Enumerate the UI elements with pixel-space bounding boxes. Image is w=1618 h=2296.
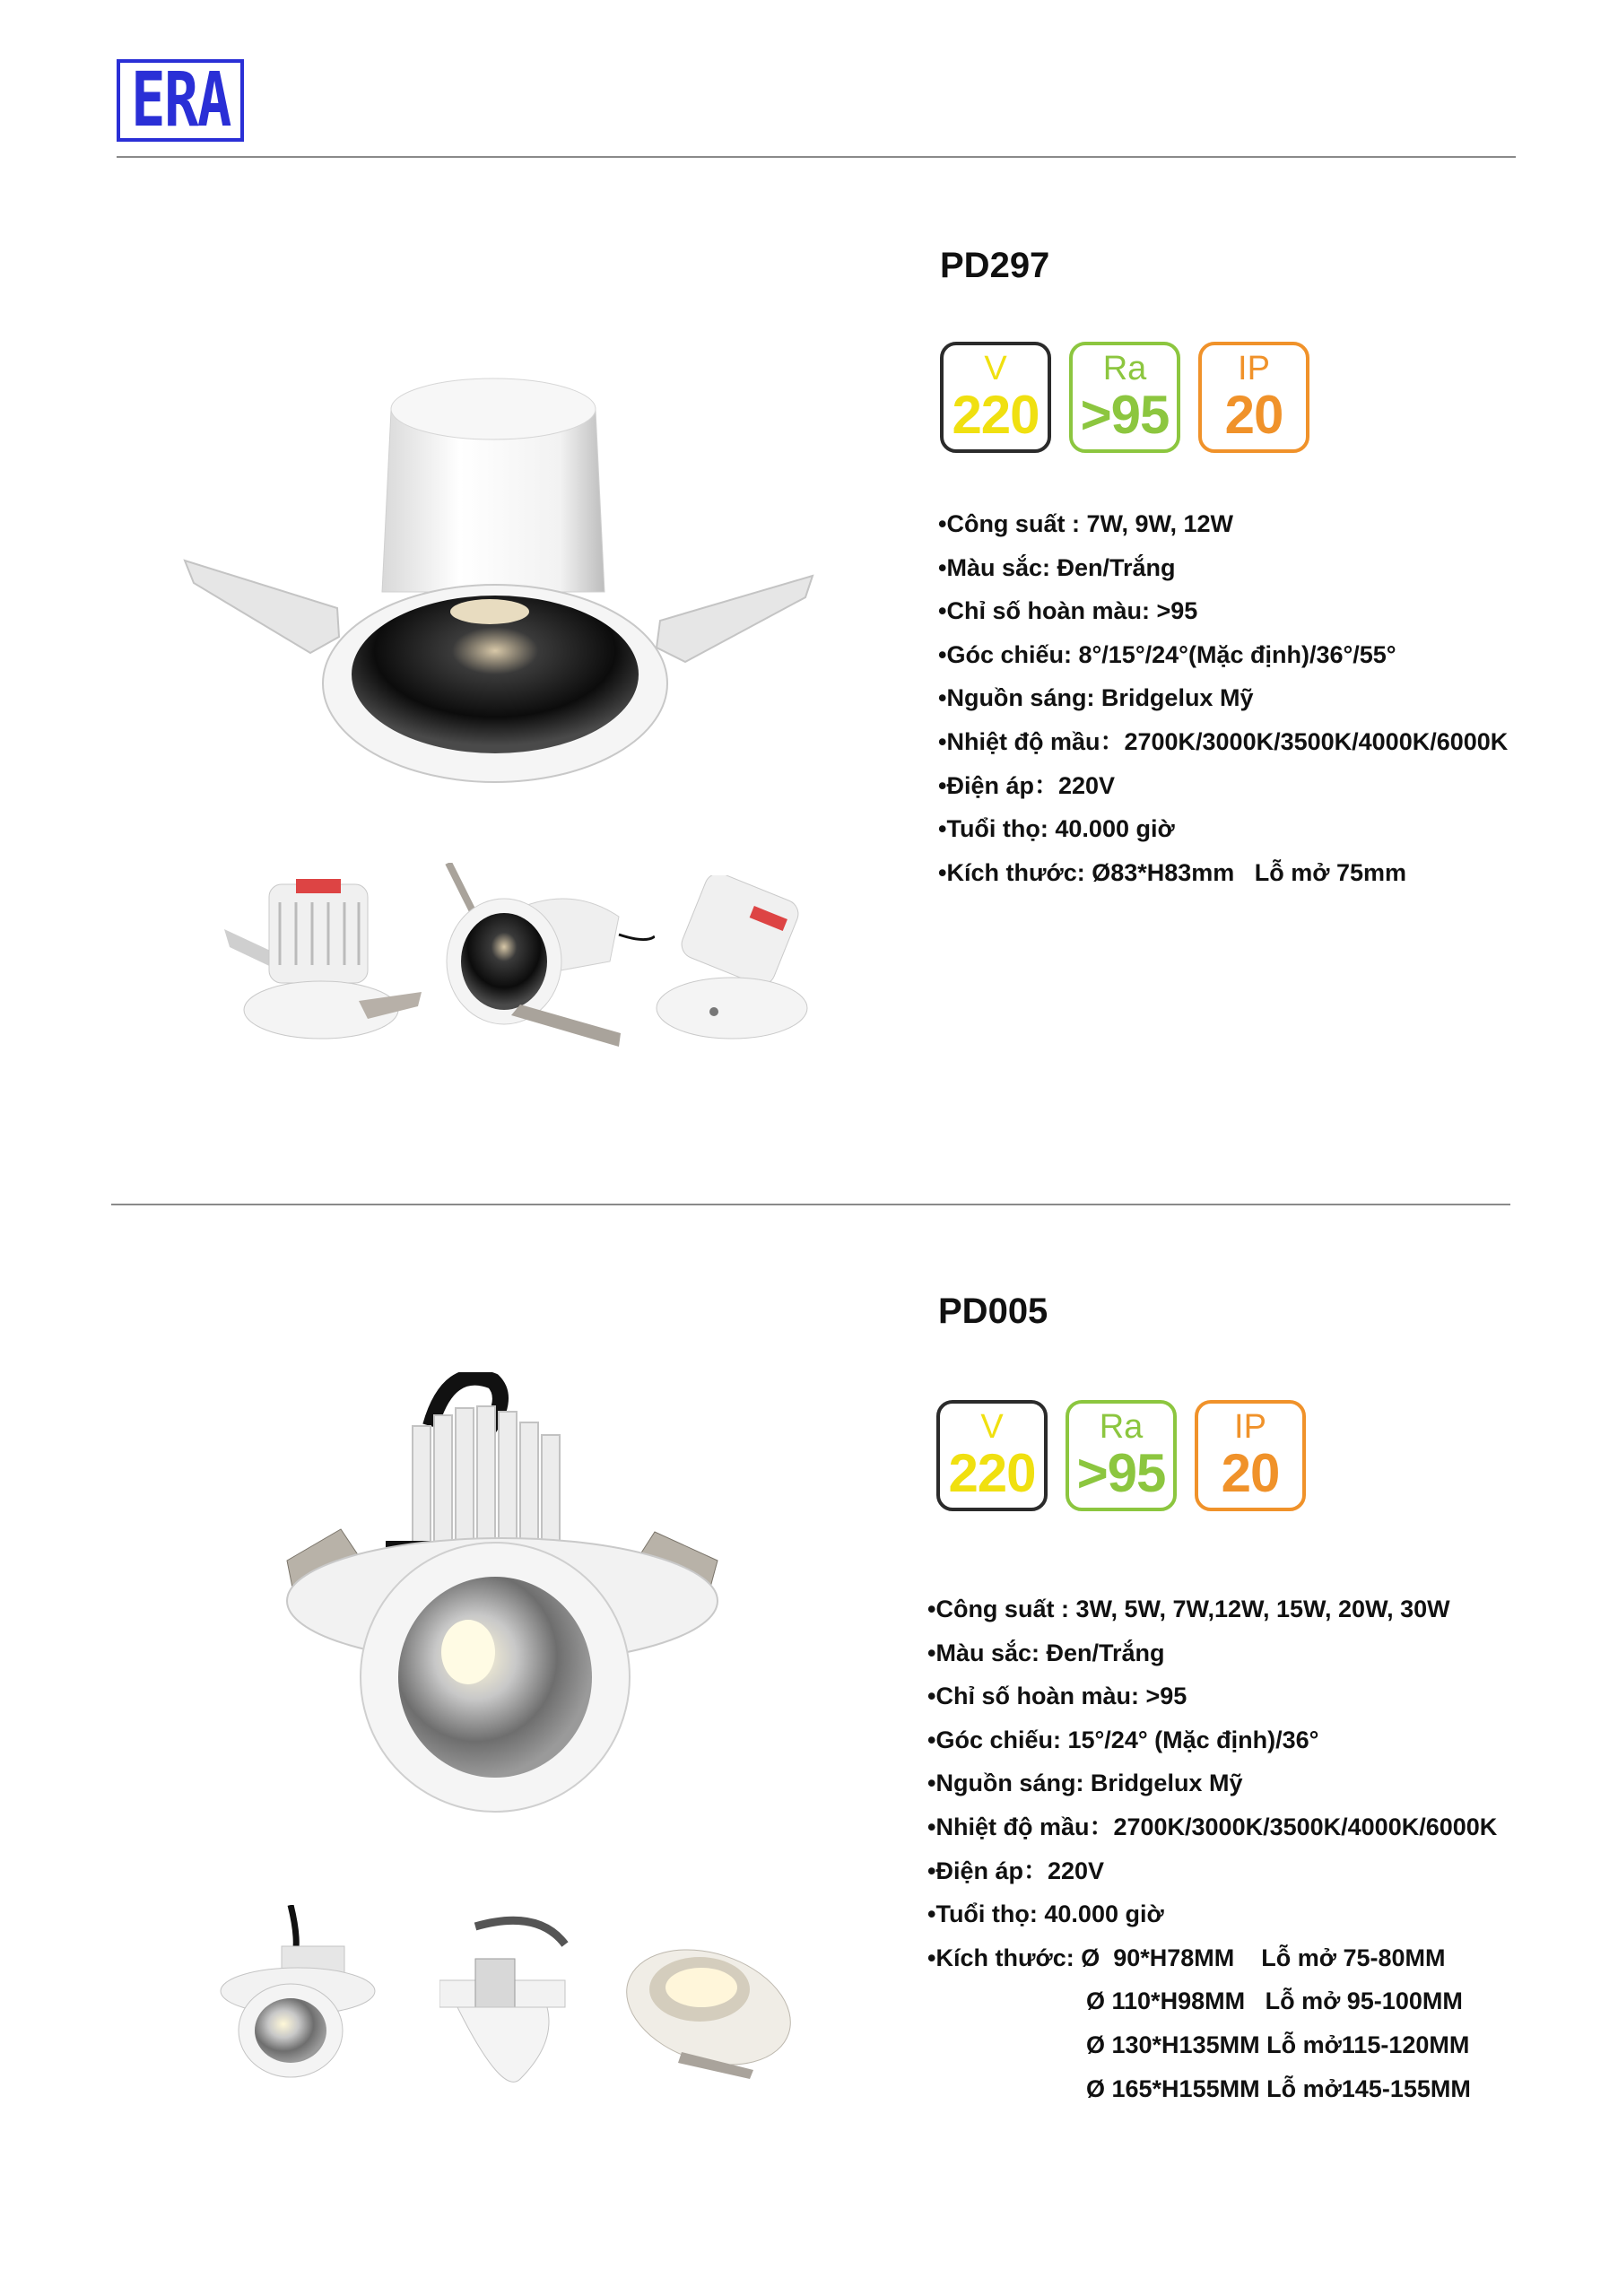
pd005-detail-photo-2 <box>439 1909 574 2084</box>
pd005-main-photo <box>269 1372 735 1830</box>
pd005-product-code: PD005 <box>938 1292 1048 1331</box>
voltage-badge-value: 220 <box>948 1443 1036 1503</box>
spec-beam-angle: •Góc chiếu: 15°/24° (Mặc định)/36° <box>927 1726 1319 1753</box>
cri-badge <box>1069 342 1180 453</box>
spec-power: •Công suất : 3W, 5W, 7W,12W, 15W, 20W, 30W <box>927 1596 1450 1622</box>
spec-voltage: •Điện áp：220V <box>938 771 1116 799</box>
spec-size-variant: Ø 110*H98MM Lỗ mở 95-100MM <box>1086 1987 1463 2015</box>
header-divider <box>117 156 1516 158</box>
spec-dimensions: •Kích thước: Ø 90*H78MM Lỗ mở 75-80MM <box>927 1944 1446 1971</box>
pd297-product-code: PD297 <box>940 246 1050 285</box>
cri-badge-value: >95 <box>1076 1443 1166 1503</box>
spec-beam-angle: •Góc chiếu: 8°/15°/24°(Mặc định)/36°/55° <box>938 640 1396 668</box>
spec-cri: •Chỉ số hoàn màu: >95 <box>927 1683 1187 1710</box>
spec-power: •Công suất : 7W, 9W, 12W <box>938 510 1233 537</box>
pd297-spec-list <box>938 502 1508 894</box>
ip-badge-value: 20 <box>1221 1443 1280 1503</box>
logo-text: ERA <box>130 57 231 144</box>
cri-badge-value: >95 <box>1080 385 1170 445</box>
pd297-detail-photo-2 <box>439 863 655 1051</box>
voltage-badge <box>940 342 1051 453</box>
pd005-rating-badges <box>936 1400 1306 1511</box>
era-logo <box>117 59 244 142</box>
spec-color-temperature: •Nhiệt độ mầu：2700K/3000K/3500K/4000K/6000K <box>938 727 1509 755</box>
voltage-badge <box>936 1400 1048 1511</box>
spec-light-source: •Nguồn sáng: Bridgelux Mỹ <box>938 684 1254 712</box>
ip-badge-label: IP <box>1238 350 1270 387</box>
cri-badge-label: Ra <box>1099 1408 1144 1446</box>
spec-lifespan: •Tuổi thọ: 40.000 giờ <box>938 815 1175 843</box>
pd297-detail-photo-1 <box>224 866 422 1046</box>
cri-badge <box>1066 1400 1177 1511</box>
pd297-rating-badges <box>940 342 1309 453</box>
section-divider <box>111 1204 1510 1205</box>
spec-size-variant: Ø 165*H155MM Lỗ mở145-155MM <box>1086 2074 1471 2102</box>
spec-color-temperature: •Nhiệt độ mầu：2700K/3000K/3500K/4000K/6000K <box>927 1813 1498 1840</box>
voltage-badge-label: V <box>980 1408 1004 1446</box>
ip-rating-badge <box>1195 1400 1306 1511</box>
spec-light-source: •Nguồn sáng: Bridgelux Mỹ <box>927 1770 1243 1797</box>
spec-color: •Màu sắc: Đen/Trắng <box>938 553 1176 581</box>
pd297-main-photo <box>176 368 822 789</box>
spec-size-variant: Ø 130*H135MM Lỗ mở115-120MM <box>1086 2031 1470 2058</box>
spec-voltage: •Điện áp：220V <box>927 1857 1105 1884</box>
ip-rating-badge <box>1198 342 1309 453</box>
spec-dimensions: •Kích thước: Ø83*H83mm Lỗ mở 75mm <box>938 858 1407 886</box>
pd005-detail-photo-1 <box>219 1905 380 2081</box>
pd005-spec-list <box>927 1587 1497 2110</box>
voltage-badge-label: V <box>984 350 1007 387</box>
ip-badge-value: 20 <box>1224 385 1283 445</box>
spec-color: •Màu sắc: Đen/Trắng <box>927 1639 1165 1666</box>
voltage-badge-value: 220 <box>952 385 1040 445</box>
spec-lifespan: •Tuổi thọ: 40.000 giờ <box>927 1900 1164 1928</box>
pd297-detail-photo-3 <box>655 875 816 1046</box>
spec-cri: •Chỉ số hoàn màu: >95 <box>938 597 1198 625</box>
pd005-detail-photo-3 <box>619 1935 798 2079</box>
ip-badge-label: IP <box>1234 1408 1266 1446</box>
cri-badge-label: Ra <box>1102 350 1147 387</box>
